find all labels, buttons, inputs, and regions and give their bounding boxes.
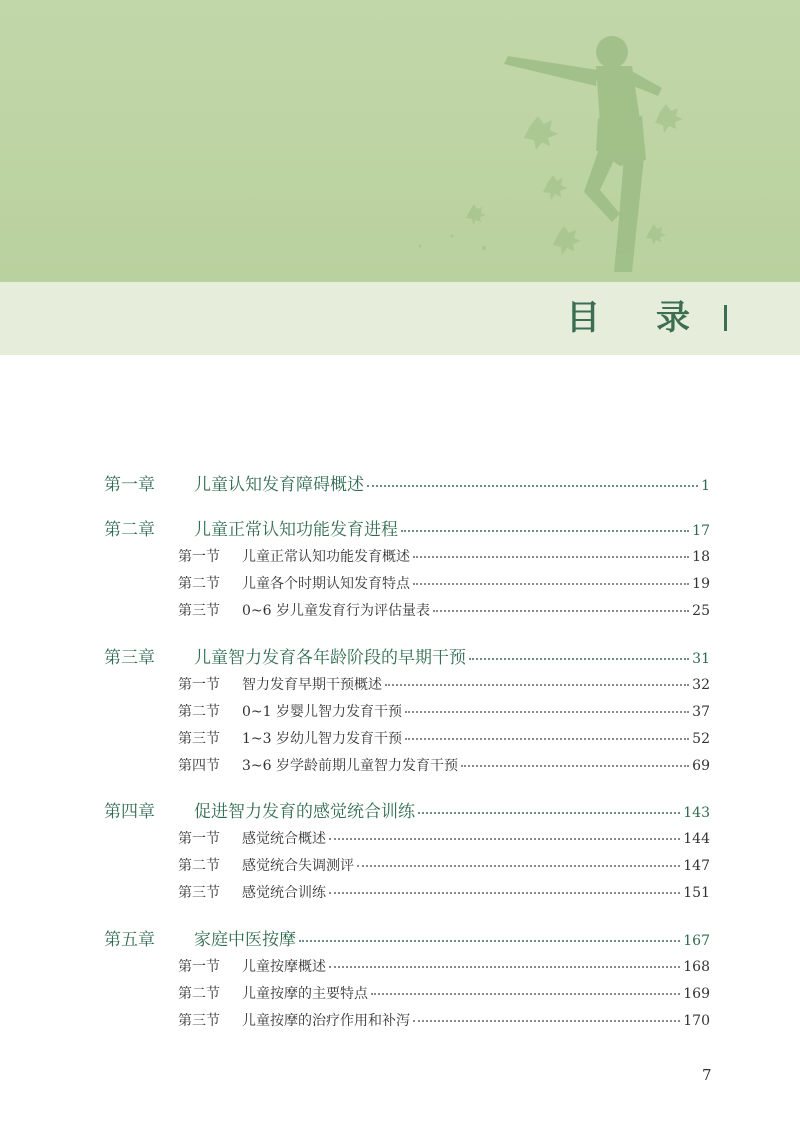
section-label: 第三节 bbox=[178, 1013, 220, 1029]
section-label: 第二节 bbox=[178, 858, 220, 874]
toc-section-entry[interactable] bbox=[178, 983, 710, 1003]
section-label: 第一节 bbox=[178, 959, 220, 975]
section-page-number: 69 bbox=[692, 758, 710, 774]
page-number: 7 bbox=[702, 1066, 712, 1084]
dot-leader bbox=[461, 763, 689, 767]
dot-leader bbox=[367, 483, 698, 487]
section-label: 第一节 bbox=[178, 677, 220, 693]
dot-leader bbox=[433, 608, 689, 612]
section-page-number: 19 bbox=[692, 576, 710, 592]
dot-leader bbox=[405, 736, 689, 740]
dot-leader bbox=[413, 581, 689, 585]
section-page-number: 37 bbox=[692, 704, 710, 720]
section-page-number: 170 bbox=[683, 1013, 710, 1029]
toc-section-entry[interactable] bbox=[178, 573, 710, 593]
section-title: 儿童按摩的主要特点 bbox=[242, 986, 368, 1002]
dot-leader bbox=[357, 863, 680, 867]
header-banner bbox=[0, 0, 800, 282]
dot-leader bbox=[405, 709, 689, 713]
section-page-number: 144 bbox=[683, 831, 710, 847]
dot-leader bbox=[385, 682, 689, 686]
chapter-label: 第二章 bbox=[104, 520, 155, 540]
toc-section-entry[interactable] bbox=[178, 855, 710, 875]
chapter-title: 家庭中医按摩 bbox=[194, 930, 296, 950]
toc-section-entry[interactable] bbox=[178, 701, 710, 721]
dot-leader bbox=[329, 890, 680, 894]
toc-section-entry[interactable] bbox=[178, 674, 710, 694]
chapter-page-number: 143 bbox=[683, 805, 710, 821]
section-label: 第二节 bbox=[178, 704, 220, 720]
toc-section-entry[interactable] bbox=[178, 600, 710, 620]
chapter-page-number: 31 bbox=[692, 651, 710, 667]
dot-leader bbox=[299, 938, 680, 942]
section-page-number: 147 bbox=[683, 858, 710, 874]
section-title: 感觉统合训练 bbox=[242, 885, 326, 901]
section-page-number: 32 bbox=[692, 677, 710, 693]
toc-section-entry[interactable] bbox=[178, 728, 710, 748]
toc-chapter-entry[interactable] bbox=[104, 925, 710, 950]
toc-chapter-entry[interactable] bbox=[104, 643, 710, 668]
section-label: 第三节 bbox=[178, 603, 220, 619]
chapter-title: 儿童认知发育障碍概述 bbox=[194, 475, 364, 495]
section-page-number: 169 bbox=[683, 986, 710, 1002]
section-title: 儿童按摩概述 bbox=[242, 959, 326, 975]
toc-section-entry[interactable] bbox=[178, 956, 710, 976]
dot-leader bbox=[329, 964, 680, 968]
section-title: 1~3 岁幼儿智力发育干预 bbox=[242, 731, 402, 747]
section-page-number: 168 bbox=[683, 959, 710, 975]
section-title: 儿童各个时期认知发育特点 bbox=[242, 576, 410, 592]
chapter-page-number: 167 bbox=[683, 933, 710, 949]
chapter-title: 儿童智力发育各年龄阶段的早期干预 bbox=[194, 648, 466, 668]
page-title: 目 录 bbox=[566, 298, 712, 338]
toc-section-entry[interactable] bbox=[178, 1010, 710, 1030]
section-title: 感觉统合失调测评 bbox=[242, 858, 354, 874]
dot-leader bbox=[329, 836, 680, 840]
dot-leader bbox=[413, 1018, 680, 1022]
toc-section-entry[interactable] bbox=[178, 755, 710, 775]
toc-chapter-entry[interactable] bbox=[104, 515, 710, 540]
toc-section-entry[interactable] bbox=[178, 546, 710, 566]
section-page-number: 18 bbox=[692, 549, 710, 565]
section-title: 儿童按摩的治疗作用和补泻 bbox=[242, 1013, 410, 1029]
section-title: 儿童正常认知功能发育概述 bbox=[242, 549, 410, 565]
chapter-title: 促进智力发育的感觉统合训练 bbox=[194, 802, 415, 822]
section-label: 第一节 bbox=[178, 831, 220, 847]
toc-section-entry[interactable] bbox=[178, 882, 710, 902]
section-label: 第二节 bbox=[178, 576, 220, 592]
section-label: 第三节 bbox=[178, 885, 220, 901]
chapter-page-number: 1 bbox=[701, 478, 710, 494]
toc-chapter-entry[interactable] bbox=[104, 470, 710, 495]
section-title: 0~6 岁儿童发育行为评估量表 bbox=[242, 603, 430, 619]
running-child-illustration bbox=[0, 0, 800, 282]
title-accent-bar bbox=[724, 305, 727, 331]
chapter-label: 第五章 bbox=[104, 930, 155, 950]
chapter-label: 第一章 bbox=[104, 475, 155, 495]
section-title: 0~1 岁婴儿智力发育干预 bbox=[242, 704, 402, 720]
section-label: 第三节 bbox=[178, 731, 220, 747]
dot-leader bbox=[413, 554, 689, 558]
section-title: 3~6 岁学龄前期儿童智力发育干预 bbox=[242, 758, 458, 774]
chapter-label: 第三章 bbox=[104, 648, 155, 668]
toc-section-entry[interactable] bbox=[178, 828, 710, 848]
section-label: 第一节 bbox=[178, 549, 220, 565]
toc-chapter-entry[interactable] bbox=[104, 797, 710, 822]
section-page-number: 25 bbox=[692, 603, 710, 619]
section-title: 感觉统合概述 bbox=[242, 831, 326, 847]
dot-leader bbox=[469, 656, 689, 660]
section-page-number: 52 bbox=[692, 731, 710, 747]
dot-leader bbox=[401, 528, 689, 532]
dot-leader bbox=[418, 810, 680, 814]
section-page-number: 151 bbox=[683, 885, 710, 901]
section-label: 第二节 bbox=[178, 986, 220, 1002]
section-title: 智力发育早期干预概述 bbox=[242, 677, 382, 693]
chapter-page-number: 17 bbox=[692, 523, 710, 539]
section-label: 第四节 bbox=[178, 758, 220, 774]
dot-leader bbox=[371, 991, 680, 995]
chapter-title: 儿童正常认知功能发育进程 bbox=[194, 520, 398, 540]
chapter-label: 第四章 bbox=[104, 802, 155, 822]
